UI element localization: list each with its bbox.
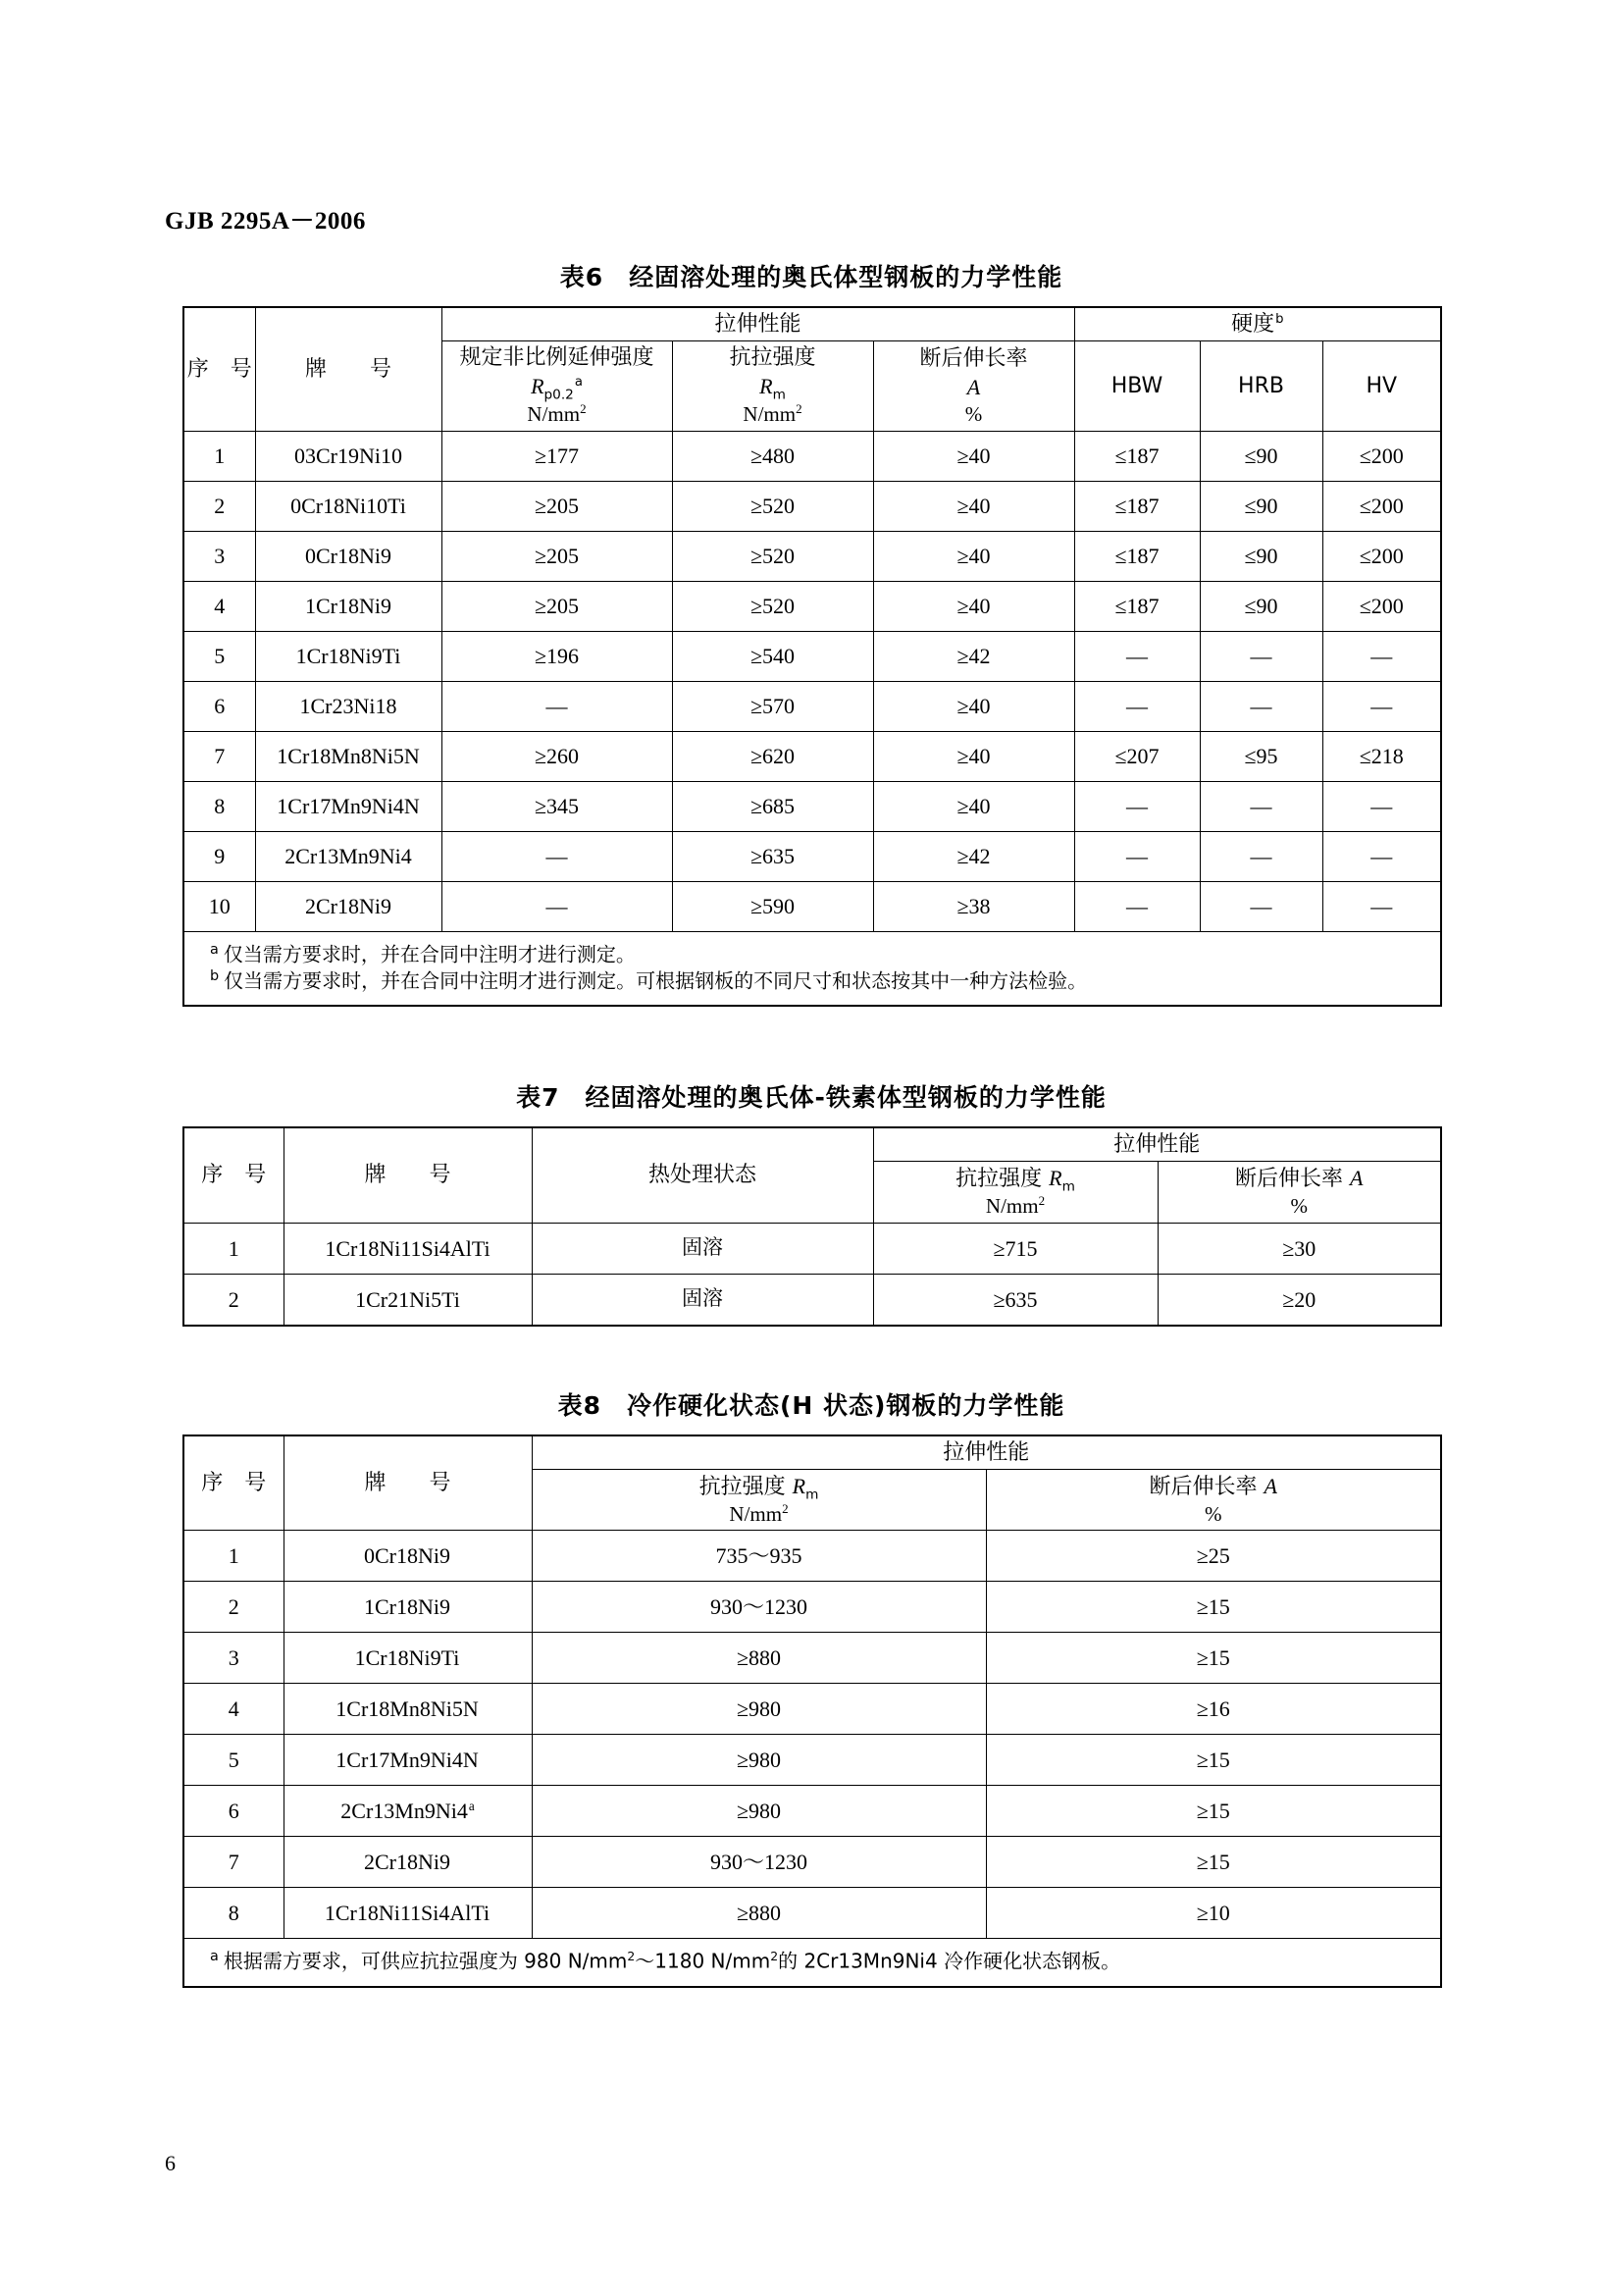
table6-cell-grade: 2Cr18Ni9 bbox=[255, 881, 441, 931]
table-row bbox=[183, 681, 1441, 731]
table6-head bbox=[183, 307, 1441, 431]
table6-cell-grade: 1Cr18Mn8Ni5N bbox=[255, 731, 441, 781]
table8-cell-grade: 1Cr18Ni9Ti bbox=[284, 1633, 532, 1684]
table-row bbox=[183, 481, 1441, 531]
table-row bbox=[183, 1274, 1441, 1326]
table8-cell-rm: ≥980 bbox=[532, 1684, 986, 1735]
table6-header-row-1 bbox=[183, 307, 1441, 341]
table8-group-tensile: 拉伸性能 bbox=[532, 1435, 1441, 1470]
table6-group-hardness bbox=[1074, 307, 1441, 341]
table6-col-elongation bbox=[873, 341, 1074, 432]
table6-cell-hbw: — bbox=[1074, 831, 1200, 881]
table8-cell-grade: 2Cr18Ni9 bbox=[284, 1837, 532, 1888]
table-row bbox=[183, 1684, 1441, 1735]
document-content bbox=[182, 263, 1440, 1988]
table8-cell-seq: 5 bbox=[183, 1735, 284, 1786]
table8-cell-seq: 6 bbox=[183, 1786, 284, 1837]
table8-body bbox=[183, 1531, 1441, 1987]
table6-cell-elongation: ≥40 bbox=[873, 681, 1074, 731]
table7-col-rm-unit: $N/mm^2$ bbox=[985, 1192, 1046, 1218]
table6-cell-hbw: ≤187 bbox=[1074, 581, 1200, 631]
table8-col-rm bbox=[532, 1469, 986, 1531]
table6-cell-hbw: ≤207 bbox=[1074, 731, 1200, 781]
table6-cell-grade: 03Cr19Ni10 bbox=[255, 431, 441, 481]
page-number: 6 bbox=[165, 2151, 176, 2175]
table6 bbox=[182, 306, 1442, 1007]
table6-col-rm bbox=[672, 341, 873, 432]
table-row bbox=[183, 1633, 1441, 1684]
table6-cell-hrb: — bbox=[1200, 881, 1322, 931]
table6-cell-hrb: — bbox=[1200, 781, 1322, 831]
table8-head bbox=[183, 1435, 1441, 1531]
table6-cell-hbw: ≤187 bbox=[1074, 531, 1200, 581]
table6-cell-rp02: ≥205 bbox=[441, 481, 672, 531]
table6-cell-hrb: — bbox=[1200, 631, 1322, 681]
table8-cell-elongation: ≥10 bbox=[986, 1888, 1441, 1939]
table6-cell-grade: 1Cr18Ni9Ti bbox=[255, 631, 441, 681]
table8-col-elongation-unit: % bbox=[1205, 1501, 1222, 1526]
table7-cell-seq: 2 bbox=[183, 1274, 284, 1326]
table6-cell-hv: ≤200 bbox=[1322, 431, 1441, 481]
table6-col-rp02-unit: $N/mm^2$ bbox=[527, 401, 587, 427]
table8-cell-grade: 1Cr18Mn8Ni5N bbox=[284, 1684, 532, 1735]
table8-cell-grade: 2Cr13Mn9Ni4$^a$ bbox=[284, 1786, 532, 1837]
table8-cell-grade: 1Cr18Ni11Si4AlTi bbox=[284, 1888, 532, 1939]
table8-col-rm-unit: $N/mm^2$ bbox=[729, 1500, 789, 1526]
table6-cell-rm: ≥635 bbox=[672, 831, 873, 881]
table6-col-rp02 bbox=[441, 341, 672, 432]
table6-col-hbw: HBW bbox=[1074, 341, 1200, 432]
table7-cell-elongation: ≥30 bbox=[1158, 1223, 1441, 1274]
table8-header-row-1 bbox=[183, 1435, 1441, 1470]
table6-cell-elongation: ≥40 bbox=[873, 731, 1074, 781]
table6-col-rm-label: 抗拉强度 bbox=[729, 345, 816, 371]
table-row bbox=[183, 781, 1441, 831]
table7-head bbox=[183, 1127, 1441, 1223]
table6-cell-seq: 6 bbox=[183, 681, 255, 731]
table8-notes-row bbox=[183, 1939, 1441, 1987]
table6-cell-hrb: ≤90 bbox=[1200, 581, 1322, 631]
table8-cell-rm: ≥980 bbox=[532, 1786, 986, 1837]
table6-footnotes bbox=[183, 931, 1441, 1006]
table8-cell-elongation: ≥15 bbox=[986, 1786, 1441, 1837]
table6-cell-hv: ≤200 bbox=[1322, 531, 1441, 581]
table6-group-hardness-footnote-mark: b bbox=[1275, 311, 1284, 327]
table7-cell-treatment: 固溶 bbox=[532, 1223, 873, 1274]
table-row bbox=[183, 631, 1441, 681]
table6-cell-rm: ≥685 bbox=[672, 781, 873, 831]
table7-title: 表7 经固溶处理的奥氏体-铁素体型钢板的力学性能 bbox=[516, 1082, 1107, 1112]
table8-cell-rm: 930～1230 bbox=[532, 1837, 986, 1888]
table6-col-rm-symbol: $R_m$ bbox=[759, 374, 786, 403]
table6-body bbox=[183, 431, 1441, 1006]
table6-cell-hrb: — bbox=[1200, 681, 1322, 731]
table8-cell-seq: 7 bbox=[183, 1837, 284, 1888]
table6-cell-hv: — bbox=[1322, 681, 1441, 731]
table6-cell-rm: ≥540 bbox=[672, 631, 873, 681]
table8-cell-seq: 4 bbox=[183, 1684, 284, 1735]
table-row bbox=[183, 731, 1441, 781]
table6-cell-rm: ≥620 bbox=[672, 731, 873, 781]
table6-cell-elongation: ≥40 bbox=[873, 531, 1074, 581]
table6-cell-seq: 4 bbox=[183, 581, 255, 631]
table7-col-elongation-label: 断后伸长率 A bbox=[1235, 1165, 1364, 1191]
table-row bbox=[183, 1735, 1441, 1786]
table8-title: 表8 冷作硬化状态(H 状态)钢板的力学性能 bbox=[557, 1390, 1065, 1420]
table8-cell-grade: 1Cr17Mn9Ni4N bbox=[284, 1735, 532, 1786]
table6-cell-grade: 1Cr18Ni9 bbox=[255, 581, 441, 631]
table6-cell-seq: 5 bbox=[183, 631, 255, 681]
table8-col-elongation-label: 断后伸长率 A bbox=[1149, 1473, 1277, 1499]
table6-cell-hv: ≤200 bbox=[1322, 581, 1441, 631]
table8-cell-elongation: ≥15 bbox=[986, 1735, 1441, 1786]
table8-cell-rm: 930～1230 bbox=[532, 1582, 986, 1633]
table6-cell-hv: ≤218 bbox=[1322, 731, 1441, 781]
table7 bbox=[182, 1126, 1442, 1327]
table8-col-rm-label: 抗拉强度 $R_m$ bbox=[698, 1473, 819, 1503]
table6-cell-elongation: ≥38 bbox=[873, 881, 1074, 931]
table6-cell-seq: 8 bbox=[183, 781, 255, 831]
table6-cell-rm: ≥520 bbox=[672, 531, 873, 581]
table6-cell-hbw: ≤187 bbox=[1074, 431, 1200, 481]
document-header-standard-number: GJB 2295A－2006 bbox=[165, 208, 366, 235]
table6-cell-elongation: ≥40 bbox=[873, 431, 1074, 481]
table6-title: 表6 经固溶处理的奥氏体型钢板的力学性能 bbox=[559, 263, 1063, 291]
table6-cell-hbw: — bbox=[1074, 631, 1200, 681]
table8-col-grade: 牌 号 bbox=[284, 1435, 532, 1531]
table7-cell-rm: ≥715 bbox=[873, 1223, 1158, 1274]
table7-cell-elongation: ≥20 bbox=[1158, 1274, 1441, 1326]
table8-cell-seq: 8 bbox=[183, 1888, 284, 1939]
table8-cell-seq: 3 bbox=[183, 1633, 284, 1684]
table6-cell-hbw: — bbox=[1074, 681, 1200, 731]
table6-cell-rp02: — bbox=[441, 681, 672, 731]
table6-col-rp02-symbol: $R_{p0.2}^a$ bbox=[531, 374, 583, 403]
table6-cell-elongation: ≥40 bbox=[873, 781, 1074, 831]
table6-cell-rp02: ≥177 bbox=[441, 431, 672, 481]
table8-cell-elongation: ≥16 bbox=[986, 1684, 1441, 1735]
table8-cell-seq: 2 bbox=[183, 1582, 284, 1633]
table6-col-elongation-unit: % bbox=[964, 401, 983, 426]
table8-cell-elongation: ≥15 bbox=[986, 1837, 1441, 1888]
table7-cell-treatment: 固溶 bbox=[532, 1274, 873, 1326]
table6-cell-rp02: ≥205 bbox=[441, 531, 672, 581]
table6-cell-hrb: — bbox=[1200, 831, 1322, 881]
table6-cell-rm: ≥480 bbox=[672, 431, 873, 481]
table6-cell-elongation: ≥40 bbox=[873, 481, 1074, 531]
table6-cell-hv: — bbox=[1322, 831, 1441, 881]
table6-cell-hv: — bbox=[1322, 781, 1441, 831]
table-row bbox=[183, 1837, 1441, 1888]
table6-col-rm-unit: $N/mm^2$ bbox=[743, 401, 802, 427]
table6-cell-grade: 1Cr23Ni18 bbox=[255, 681, 441, 731]
spacer-table6-table7 bbox=[182, 1007, 1440, 1083]
table-row bbox=[183, 431, 1441, 481]
table6-footnote-a: $^a$ 仅当需方要求时，并在合同中注明才进行测定。 bbox=[210, 941, 636, 966]
table6-cell-hbw: — bbox=[1074, 781, 1200, 831]
table-row bbox=[183, 1582, 1441, 1633]
table6-cell-rp02: — bbox=[441, 881, 672, 931]
table7-col-rm-label: 抗拉强度 $R_m$ bbox=[955, 1165, 1075, 1195]
table8-cell-rm: ≥880 bbox=[532, 1633, 986, 1684]
table6-cell-rm: ≥590 bbox=[672, 881, 873, 931]
table6-col-grade: 牌 号 bbox=[255, 307, 441, 431]
table7-cell-seq: 1 bbox=[183, 1223, 284, 1274]
table-row bbox=[183, 831, 1441, 881]
table-row bbox=[183, 581, 1441, 631]
table8-cell-seq: 1 bbox=[183, 1531, 284, 1582]
table7-col-rm bbox=[873, 1161, 1158, 1223]
table7-header-row-1 bbox=[183, 1127, 1441, 1162]
table6-col-hv: HV bbox=[1322, 341, 1441, 432]
table8-cell-rm: 735～935 bbox=[532, 1531, 986, 1582]
table6-footnote-b: $^b$ 仅当需方要求时，并在合同中注明才进行测定。可根据钢板的不同尺寸和状态按其中一种方法检验。 bbox=[210, 967, 1088, 993]
table6-col-rp02-label: 规定非比例延伸强度 bbox=[459, 345, 654, 371]
table6-cell-hrb: ≤95 bbox=[1200, 731, 1322, 781]
table6-group-hardness-label: 硬度 bbox=[1231, 312, 1275, 337]
table7-cell-grade: 1Cr18Ni11Si4AlTi bbox=[284, 1223, 532, 1274]
table6-cell-grade: 2Cr13Mn9Ni4 bbox=[255, 831, 441, 881]
table8-footnote-a: $^a$ 根据需方要求，可供应抗拉强度为 980 $N/mm^2\sim 1180$ $N/mm^2$的 2Cr13Mn9Ni4 冷作硬化状态钢板。 bbox=[210, 1949, 1121, 1974]
table8-cell-rm: ≥880 bbox=[532, 1888, 986, 1939]
table6-cell-rp02: ≥260 bbox=[441, 731, 672, 781]
table6-cell-grade: 1Cr17Mn9Ni4N bbox=[255, 781, 441, 831]
table-row bbox=[183, 1888, 1441, 1939]
table8-cell-rm: ≥980 bbox=[532, 1735, 986, 1786]
table7-col-grade: 牌 号 bbox=[284, 1127, 532, 1223]
table6-cell-grade: 0Cr18Ni9 bbox=[255, 531, 441, 581]
table6-group-tensile: 拉伸性能 bbox=[441, 307, 1074, 341]
table8-col-elongation bbox=[986, 1469, 1441, 1531]
table8-cell-grade: 0Cr18Ni9 bbox=[284, 1531, 532, 1582]
table8-cell-grade: 1Cr18Ni9 bbox=[284, 1582, 532, 1633]
table-row bbox=[183, 1223, 1441, 1274]
table8-cell-elongation: ≥15 bbox=[986, 1633, 1441, 1684]
table6-col-hrb: HRB bbox=[1200, 341, 1322, 432]
table6-col-seq: 序 号 bbox=[183, 307, 255, 431]
table6-cell-elongation: ≥42 bbox=[873, 631, 1074, 681]
table-row bbox=[183, 531, 1441, 581]
table6-cell-rm: ≥520 bbox=[672, 581, 873, 631]
table6-cell-seq: 3 bbox=[183, 531, 255, 581]
table8-cell-elongation: ≥25 bbox=[986, 1531, 1441, 1582]
table6-cell-hrb: ≤90 bbox=[1200, 481, 1322, 531]
table6-cell-hrb: ≤90 bbox=[1200, 531, 1322, 581]
table6-cell-seq: 2 bbox=[183, 481, 255, 531]
table-row bbox=[183, 1531, 1441, 1582]
table6-cell-elongation: ≥40 bbox=[873, 581, 1074, 631]
table7-cell-grade: 1Cr21Ni5Ti bbox=[284, 1274, 532, 1326]
table7-cell-rm: ≥635 bbox=[873, 1274, 1158, 1326]
table7-col-heat-treatment: 热处理状态 bbox=[532, 1127, 873, 1223]
table8-cell-elongation: ≥15 bbox=[986, 1582, 1441, 1633]
table8 bbox=[182, 1435, 1442, 1988]
table7-body bbox=[183, 1223, 1441, 1326]
table6-cell-rm: ≥570 bbox=[672, 681, 873, 731]
table8-footnote bbox=[183, 1939, 1441, 1987]
table6-cell-seq: 10 bbox=[183, 881, 255, 931]
table7-col-elongation bbox=[1158, 1161, 1441, 1223]
table6-cell-seq: 7 bbox=[183, 731, 255, 781]
table8-col-seq: 序 号 bbox=[183, 1435, 284, 1531]
table6-cell-seq: 9 bbox=[183, 831, 255, 881]
table6-cell-rp02: ≥205 bbox=[441, 581, 672, 631]
table6-cell-grade: 0Cr18Ni10Ti bbox=[255, 481, 441, 531]
table6-col-elongation-symbol: A bbox=[966, 374, 981, 399]
table6-cell-rp02: ≥196 bbox=[441, 631, 672, 681]
spacer-table7-table8 bbox=[182, 1327, 1440, 1391]
table6-cell-rm: ≥520 bbox=[672, 481, 873, 531]
table6-col-elongation-label: 断后伸长率 bbox=[919, 345, 1028, 371]
table6-cell-hv: — bbox=[1322, 631, 1441, 681]
table6-cell-hbw: — bbox=[1074, 881, 1200, 931]
table6-notes-row bbox=[183, 931, 1441, 1006]
table6-cell-hv: — bbox=[1322, 881, 1441, 931]
table6-cell-hbw: ≤187 bbox=[1074, 481, 1200, 531]
table6-cell-elongation: ≥42 bbox=[873, 831, 1074, 881]
table7-col-elongation-unit: % bbox=[1290, 1193, 1308, 1218]
table6-cell-rp02: — bbox=[441, 831, 672, 881]
table7-col-seq: 序 号 bbox=[183, 1127, 284, 1223]
table-row bbox=[183, 881, 1441, 931]
table-row bbox=[183, 1786, 1441, 1837]
table6-cell-rp02: ≥345 bbox=[441, 781, 672, 831]
table6-cell-hv: ≤200 bbox=[1322, 481, 1441, 531]
table6-cell-hrb: ≤90 bbox=[1200, 431, 1322, 481]
table7-group-tensile: 拉伸性能 bbox=[873, 1127, 1441, 1162]
table6-cell-seq: 1 bbox=[183, 431, 255, 481]
